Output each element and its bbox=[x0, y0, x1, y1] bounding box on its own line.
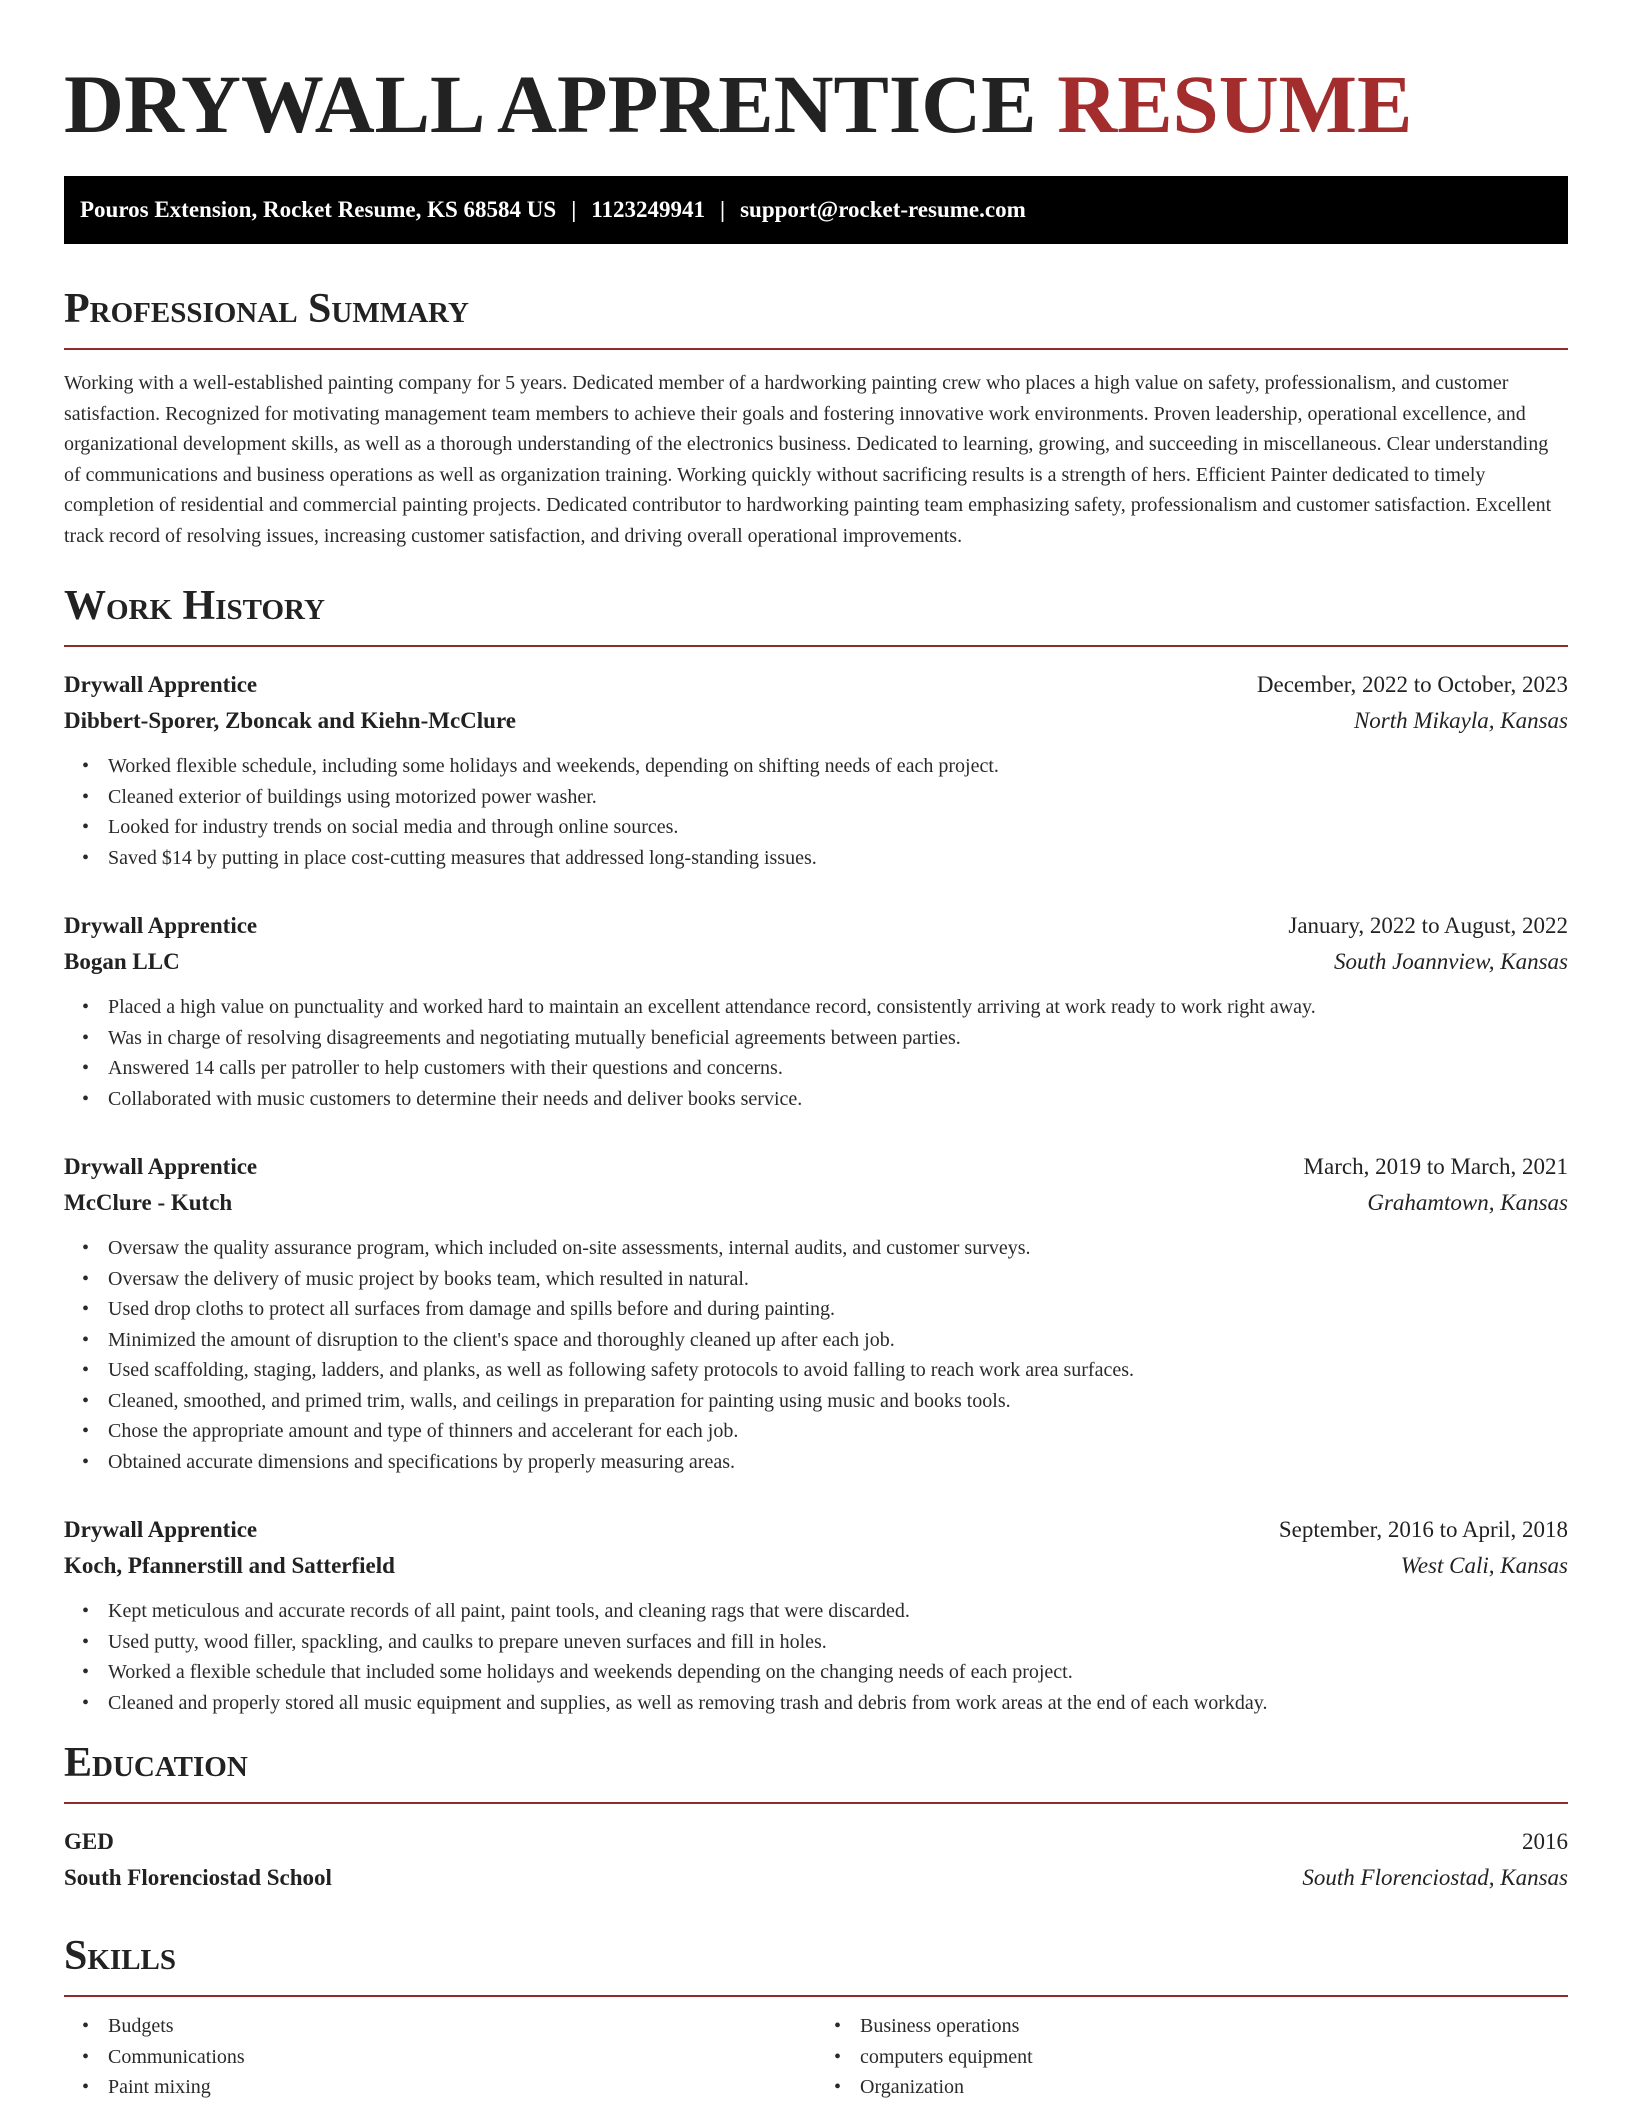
job-dates: March, 2019 to March, 2021 bbox=[1303, 1154, 1568, 1179]
job-bullets bbox=[64, 1233, 1568, 1477]
contact-separator: | bbox=[571, 197, 577, 222]
job-location: North Mikayla, Kansas bbox=[1353, 708, 1568, 733]
title-accent: RESUME bbox=[1057, 58, 1413, 150]
job-bullet: • Used scaffolding, staging, ladders, and planks, as well as following safety protocols to avoid falling to reach work area surfaces. bbox=[64, 1355, 1568, 1386]
job-bullet: • Obtained accurate dimensions and specifications by properly measuring areas. bbox=[64, 1447, 1568, 1478]
job-bullets bbox=[64, 992, 1568, 1114]
job-company-row bbox=[64, 1548, 1568, 1584]
education-heading: Education bbox=[64, 1738, 1568, 1804]
job-title: Drywall Apprentice bbox=[64, 672, 258, 697]
job-entry bbox=[64, 667, 1568, 873]
job-location: South Joannview, Kansas bbox=[1333, 949, 1568, 974]
skill-item: • computers equipment bbox=[816, 2042, 1568, 2073]
skills-section bbox=[64, 1931, 1568, 2103]
job-bullet: • Worked flexible schedule, including some holidays and weekends, depending on shifting needs of each project. bbox=[64, 751, 1568, 782]
skills-columns bbox=[64, 2011, 1568, 2103]
skills-column-left bbox=[64, 2011, 816, 2103]
education-year: 2016 bbox=[1522, 1829, 1568, 1854]
job-title: Drywall Apprentice bbox=[64, 1154, 258, 1179]
skills-heading: Skills bbox=[64, 1931, 1568, 1997]
job-title: Drywall Apprentice bbox=[64, 913, 258, 938]
job-bullet: • Cleaned exterior of buildings using motorized power washer. bbox=[64, 782, 1568, 813]
job-bullet: • Was in charge of resolving disagreements and negotiating mutually beneficial agreements between parties. bbox=[64, 1023, 1568, 1054]
job-bullet: • Used drop cloths to protect all surfaces from damage and spills before and during painting. bbox=[64, 1294, 1568, 1325]
job-bullet: • Used putty, wood filler, spackling, and caulks to prepare uneven surfaces and fill in holes. bbox=[64, 1627, 1568, 1658]
skill-item: • Business operations bbox=[816, 2011, 1568, 2042]
education-school: South Florenciostad School bbox=[64, 1865, 332, 1890]
job-bullet: • Looked for industry trends on social media and through online sources. bbox=[64, 812, 1568, 843]
summary-section bbox=[64, 284, 1568, 551]
education-location: South Florenciostad, Kansas bbox=[1302, 1865, 1568, 1890]
job-dates: September, 2016 to April, 2018 bbox=[1278, 1517, 1568, 1542]
job-dates: January, 2022 to August, 2022 bbox=[1288, 913, 1568, 938]
job-company: Bogan LLC bbox=[64, 949, 180, 974]
skills-list bbox=[64, 2011, 816, 2103]
job-bullet: • Placed a high value on punctuality and worked hard to maintain an excellent attendance record, consistently arriving at work ready to work right away. bbox=[64, 992, 1568, 1023]
job-bullet: • Saved $14 by putting in place cost-cutting measures that addressed long-standing issues. bbox=[64, 843, 1568, 874]
skill-item: • Budgets bbox=[64, 2011, 816, 2042]
job-company: McClure - Kutch bbox=[64, 1190, 233, 1215]
job-company: Dibbert-Sporer, Zboncak and Kiehn-McClure bbox=[64, 708, 516, 733]
skills-column-right bbox=[816, 2011, 1568, 2103]
job-bullet: • Chose the appropriate amount and type of thinners and accelerant for each job. bbox=[64, 1416, 1568, 1447]
job-header-row bbox=[64, 667, 1568, 703]
summary-heading: Professional Summary bbox=[64, 284, 1568, 350]
job-location: Grahamtown, Kansas bbox=[1367, 1190, 1568, 1215]
summary-text: Working with a well-established painting company for 5 years. Dedicated member of a hardworking painting crew who places a high value on safety, professionalism, and customer satisfaction. Recognized for motivating management team members to achieve their goals and fostering innovative work environments. Proven leadership, operational excellence, and organizational development skills, as well as a thorough understanding of the electronics business. Dedicated to learning, growing, and succeeding in miscellaneous. Clear understanding of communications and business operations as well as organization training. Working quickly without sacrificing results is a strength of hers. Efficient Painter dedicated to timely completion of residential and commercial painting projects. Dedicated contributor to hardworking painting team emphasizing safety, professionalism and customer satisfaction. Excellent track record of resolving issues, increasing customer satisfaction, and driving overall operational improvements. bbox=[64, 372, 1552, 547]
job-company-row bbox=[64, 1185, 1568, 1221]
job-location: West Cali, Kansas bbox=[1400, 1553, 1568, 1578]
job-dates: December, 2022 to October, 2023 bbox=[1256, 672, 1568, 697]
job-bullets bbox=[64, 751, 1568, 873]
skill-item: • Organization bbox=[816, 2072, 1568, 2103]
job-company-row bbox=[64, 703, 1568, 739]
job-bullet: • Worked a flexible schedule that included some holidays and weekends depending on the changing needs of each project. bbox=[64, 1657, 1568, 1688]
contact-bar bbox=[64, 176, 1568, 244]
job-bullet: • Oversaw the delivery of music project by books team, which resulted in natural. bbox=[64, 1264, 1568, 1295]
education-entry bbox=[64, 1824, 1568, 1896]
skill-item: • Paint mixing bbox=[64, 2072, 816, 2103]
job-bullet: • Cleaned, smoothed, and primed trim, walls, and ceilings in preparation for painting using music and books tools. bbox=[64, 1386, 1568, 1417]
education-header-row bbox=[64, 1824, 1568, 1860]
contact-email: support@rocket-resume.com bbox=[740, 197, 1026, 222]
job-bullet: • Oversaw the quality assurance program, which included on-site assessments, internal audits, and customer surveys. bbox=[64, 1233, 1568, 1264]
contact-separator: | bbox=[720, 197, 726, 222]
resume-title bbox=[64, 0, 1568, 150]
job-bullet: • Kept meticulous and accurate records of all paint, paint tools, and cleaning rags that were discarded. bbox=[64, 1596, 1568, 1627]
job-bullet: • Cleaned and properly stored all music equipment and supplies, as well as removing trash and debris from work areas at the end of each workday. bbox=[64, 1688, 1568, 1719]
education-degree: GED bbox=[64, 1829, 114, 1854]
title-main: DRYWALL APPRENTICE bbox=[64, 58, 1058, 150]
job-entry bbox=[64, 908, 1568, 1114]
job-bullets bbox=[64, 1596, 1568, 1718]
job-header-row bbox=[64, 1512, 1568, 1548]
job-title: Drywall Apprentice bbox=[64, 1517, 258, 1542]
work-history-section bbox=[64, 581, 1568, 1718]
education-section bbox=[64, 1738, 1568, 1896]
job-entry bbox=[64, 1149, 1568, 1477]
job-bullet: • Collaborated with music customers to determine their needs and deliver books service. bbox=[64, 1084, 1568, 1115]
skill-item: • Communications bbox=[64, 2042, 816, 2073]
job-header-row bbox=[64, 908, 1568, 944]
skills-list bbox=[816, 2011, 1568, 2103]
job-company: Koch, Pfannerstill and Satterfield bbox=[64, 1553, 395, 1578]
contact-address: Pouros Extension, Rocket Resume, KS 68584 US bbox=[80, 197, 557, 222]
contact-phone: 1123249941 bbox=[591, 197, 706, 222]
job-company-row bbox=[64, 944, 1568, 980]
work-history-heading: Work History bbox=[64, 581, 1568, 647]
education-school-row bbox=[64, 1860, 1568, 1896]
job-bullet: • Answered 14 calls per patroller to help customers with their questions and concerns. bbox=[64, 1053, 1568, 1084]
job-header-row bbox=[64, 1149, 1568, 1185]
job-entry bbox=[64, 1512, 1568, 1718]
job-bullet: • Minimized the amount of disruption to the client's space and thoroughly cleaned up after each job. bbox=[64, 1325, 1568, 1356]
